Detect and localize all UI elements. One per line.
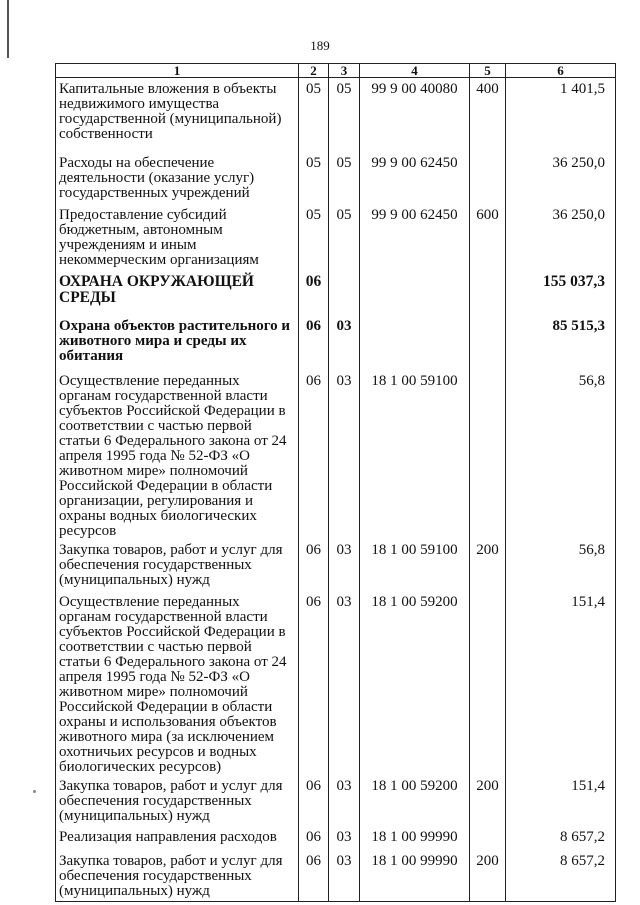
page-number: 189 xyxy=(310,38,330,53)
row-subsection: 05 xyxy=(329,78,360,152)
row-name: Предоставление субсидий бюджетным, автономным учреждениям и иным некоммерческим организациям xyxy=(56,204,299,270)
row-expense-type: 200 xyxy=(470,539,506,591)
table-row xyxy=(56,775,616,826)
row-subsection: 03 xyxy=(329,826,360,850)
table-row xyxy=(56,591,616,775)
col-header-2: 2 xyxy=(299,64,329,78)
row-amount: 56,8 xyxy=(506,370,616,539)
row-subsection: 03 xyxy=(329,775,360,826)
row-target-code: 18 1 00 59100 xyxy=(360,539,470,591)
row-name: Реализация направления расходов xyxy=(56,826,299,850)
row-amount: 85 515,3 xyxy=(506,315,616,370)
row-subsection: 03 xyxy=(329,315,360,370)
table-row-section-heading xyxy=(56,270,616,315)
table-row xyxy=(56,204,616,270)
table-row xyxy=(56,152,616,204)
row-subsection: 05 xyxy=(329,152,360,204)
row-subsection: 03 xyxy=(329,539,360,591)
row-name: Осуществление переданных органам государственной власти субъектов Российской Федерации в соответствии с частью первой статьи 6 Федерального закона от 24 апреля 1995 года № 52-ФЗ «О животном мире» полномочий Российской Федерации в области охраны и использования объектов животного мира (за исключением охотничьих ресурсов и водных биологических ресурсов) xyxy=(56,591,299,775)
table-row xyxy=(56,370,616,539)
row-section: 05 xyxy=(299,152,329,204)
row-section: 06 xyxy=(299,826,329,850)
row-target-code: 18 1 00 99990 xyxy=(360,850,470,902)
row-section: 06 xyxy=(299,370,329,539)
row-subsection: 03 xyxy=(329,370,360,539)
row-target-code xyxy=(360,315,470,370)
table-row xyxy=(56,539,616,591)
row-expense-type: 600 xyxy=(470,204,506,270)
row-subsection xyxy=(329,270,360,315)
row-amount: 8 657,2 xyxy=(506,850,616,902)
row-section: 06 xyxy=(299,850,329,902)
row-section: 06 xyxy=(299,539,329,591)
budget-table xyxy=(55,63,616,902)
row-amount: 155 037,3 xyxy=(506,270,616,315)
row-name: ОХРАНА ОКРУЖАЮЩЕЙ СРЕДЫ xyxy=(56,270,299,315)
table-row xyxy=(56,78,616,152)
row-expense-type: 200 xyxy=(470,850,506,902)
row-amount: 1 401,5 xyxy=(506,78,616,152)
row-amount: 36 250,0 xyxy=(506,152,616,204)
row-amount: 151,4 xyxy=(506,591,616,775)
row-amount: 36 250,0 xyxy=(506,204,616,270)
row-name: Осуществление переданных органам государственной власти субъектов Российской Федерации в соответствии с частью первой статьи 6 Федерального закона от 24 апреля 1995 года № 52-ФЗ «О животном мире» полномочий Российской Федерации в области организации, регулирования и охраны водных биологических ресурсов xyxy=(56,370,299,539)
row-section: 06 xyxy=(299,270,329,315)
row-expense-type: 400 xyxy=(470,78,506,152)
row-expense-type xyxy=(470,591,506,775)
row-name: Расходы на обеспечение деятельности (оказание услуг) государственных учреждений xyxy=(56,152,299,204)
row-amount: 8 657,2 xyxy=(506,826,616,850)
row-target-code: 99 9 00 62450 xyxy=(360,204,470,270)
row-section: 05 xyxy=(299,204,329,270)
row-section: 06 xyxy=(299,775,329,826)
row-amount: 56,8 xyxy=(506,539,616,591)
row-subsection: 03 xyxy=(329,850,360,902)
row-section: 05 xyxy=(299,78,329,152)
row-expense-type xyxy=(470,370,506,539)
row-section: 06 xyxy=(299,315,329,370)
row-expense-type: 200 xyxy=(470,775,506,826)
scan-speck xyxy=(33,790,36,793)
row-target-code: 18 1 00 59200 xyxy=(360,775,470,826)
row-name: Закупка товаров, работ и услуг для обеспечения государственных (муниципальных) нужд xyxy=(56,775,299,826)
row-amount: 151,4 xyxy=(506,775,616,826)
col-header-1: 1 xyxy=(56,64,299,78)
row-target-code xyxy=(360,270,470,315)
row-target-code: 18 1 00 99990 xyxy=(360,826,470,850)
table-row xyxy=(56,850,616,902)
row-name: Закупка товаров, работ и услуг для обеспечения государственных (муниципальных) нужд xyxy=(56,850,299,902)
row-name: Охрана объектов растительного и животного мира и среды их обитания xyxy=(56,315,299,370)
table-row xyxy=(56,826,616,850)
col-header-5: 5 xyxy=(470,64,506,78)
row-expense-type xyxy=(470,826,506,850)
row-subsection: 03 xyxy=(329,591,360,775)
row-expense-type xyxy=(470,315,506,370)
row-expense-type xyxy=(470,270,506,315)
row-expense-type xyxy=(470,152,506,204)
table-row-subsection-heading xyxy=(56,315,616,370)
col-header-6: 6 xyxy=(506,64,616,78)
col-header-4: 4 xyxy=(360,64,470,78)
row-name: Капитальные вложения в объекты недвижимого имущества государственной (муниципальной) собственности xyxy=(56,78,299,152)
row-target-code: 18 1 00 59100 xyxy=(360,370,470,539)
table-header-row xyxy=(56,64,616,78)
row-subsection: 05 xyxy=(329,204,360,270)
row-target-code: 99 9 00 40080 xyxy=(360,78,470,152)
row-name: Закупка товаров, работ и услуг для обеспечения государственных (муниципальных) нужд xyxy=(56,539,299,591)
row-section: 06 xyxy=(299,591,329,775)
col-header-3: 3 xyxy=(329,64,360,78)
row-target-code: 99 9 00 62450 xyxy=(360,152,470,204)
row-target-code: 18 1 00 59200 xyxy=(360,591,470,775)
